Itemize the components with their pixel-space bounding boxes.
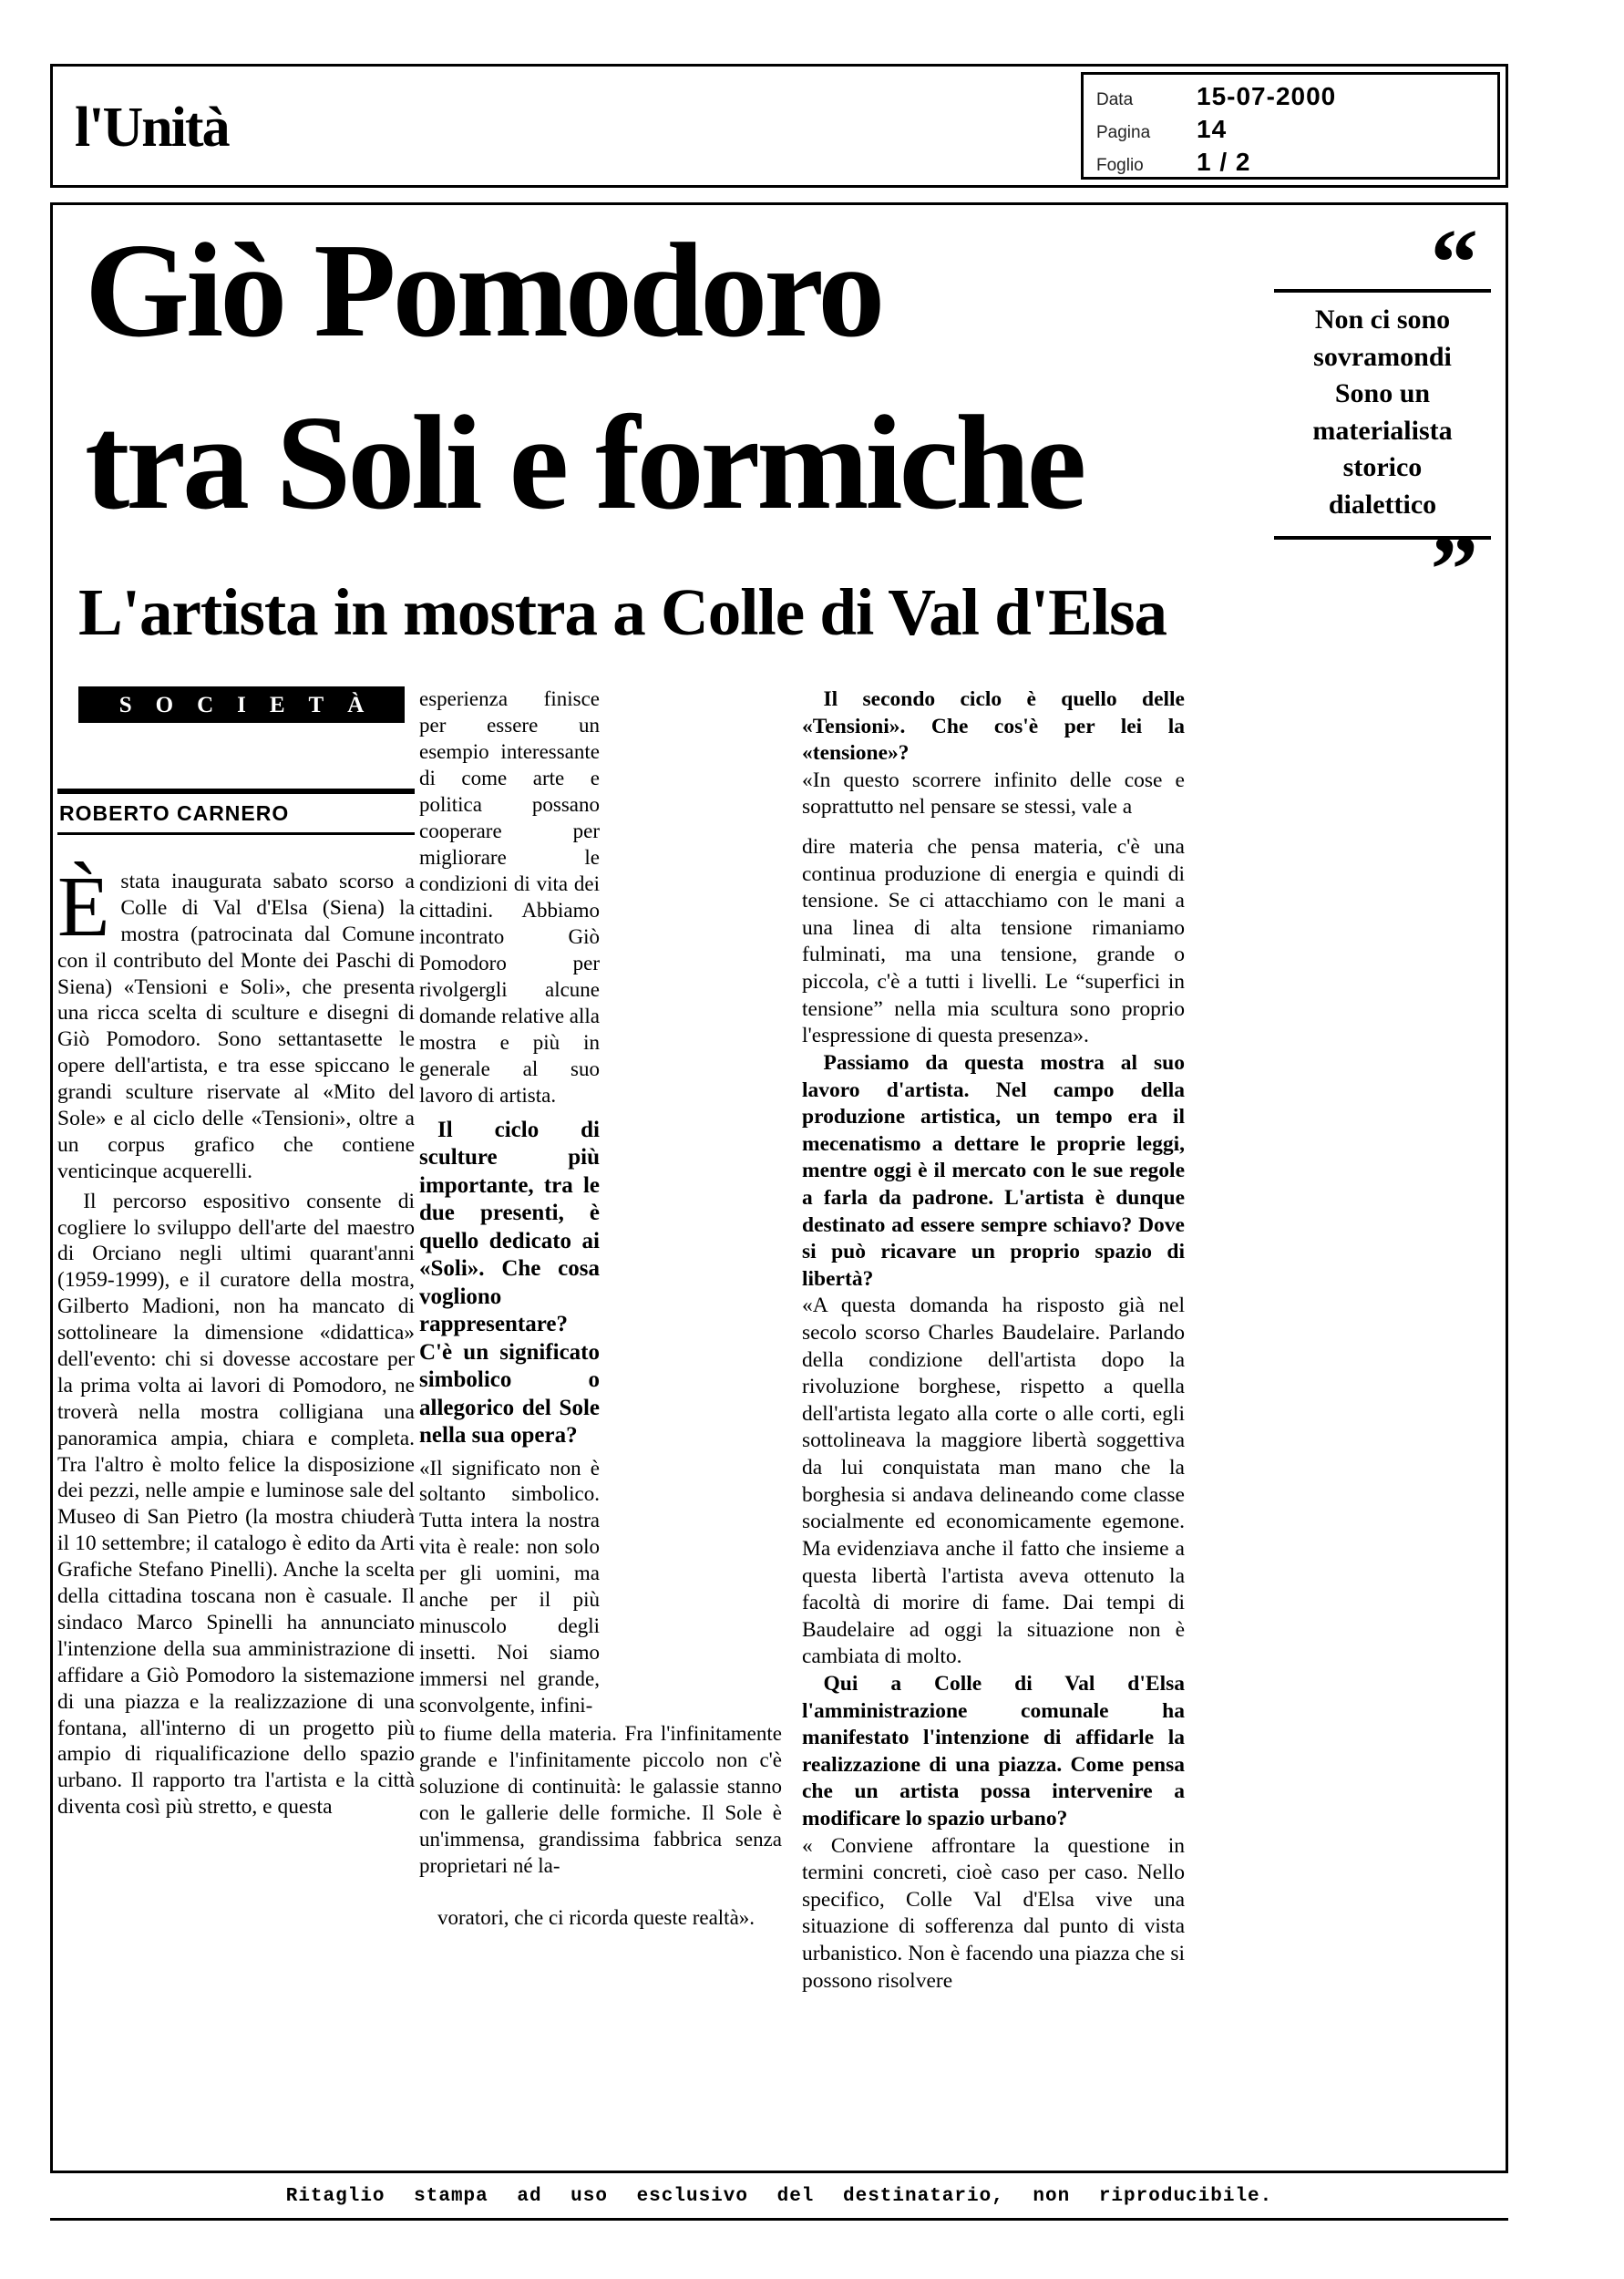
date-value: 15-07-2000 bbox=[1197, 82, 1337, 110]
article-column-1 bbox=[57, 860, 415, 1820]
section-label: SOCIETÀ bbox=[78, 686, 405, 723]
interview-question: Qui a Colle di Val d'Elsa l'amministrazione comunale ha manifestato l'intenzione di affidarle la realizzazione di una piazza. Come pensa che un artista possa intervenire a modificare lo spazio urbano? bbox=[802, 1671, 1185, 1830]
interview-question: Il secondo ciclo è quello delle «Tensioni». Che cos'è per lei la «tensione»? bbox=[802, 687, 1185, 766]
masthead-strip bbox=[50, 64, 1508, 188]
paragraph: esperienza finisce per essere un esempio interessante di come arte e politica possano cooperare per migliorare le condizioni di vita dei cittadini. Abbiamo incontrato Giò Pomodoro per rivolgergli alcune domande relative alla mostra e più in generale al suo lavoro di artista. bbox=[419, 687, 600, 1107]
paragraph: Il percorso espositivo consente di cogliere lo sviluppo dell'arte del maestro di Orciano negli ultimi quarant'anni (1959-1999), e il curatore della mostra, Gilberto Madioni, non ha mancato di sottolineare la dimensione «didattica» dell'evento: chi si dovesse accostare per la prima volta ai lavori di Pomodoro, ne troverà nella mostra colligiana una panoramica ampia, chiara e completa. Tra l'altro è molto felice la disposizione dei pezzi, nelle ampie e luminose sale del Museo di San Pietro (la mostra chiuderà il 10 settembre; il catalogo è edito da Arti Grafiche Stefano Pinelli). Anche la scelta della cittadina toscana non è casuale. Il sindaco Marco Spinelli ha annunciato l'intenzione della sua amministrazione di affidare a Giò Pomodoro la sistemazione di una piazza e la realizzazione di una fontana, all'interno di un progetto più ampio di riqualificazione dello spazio urbano. Il rapporto tra l'artista e la città diventa così più stretto, e questa bbox=[57, 1189, 415, 1820]
interview-question: Il ciclo di sculture più importante, tra le due presenti, è quello dedicato ai «Soli». Che cosa vogliono rappresentare? C'è un significato simbolico o allegorico del Sole nella sua opera? bbox=[419, 1117, 600, 1448]
paragraph-text: stata inaugurata sabato scorso a Colle di Val d'Elsa (Siena) la mostra (patrocinata dal Comune con il contributo del Monte dei Paschi di Siena) «Tensioni e Soli», che presenta una ricca scelta di sculture e disegni di Giò Pomodoro. Sono settantasette le opere dell'artista, e tra esse spiccano le grandi sculture riservate al «Mito del Sole» e al ciclo delle «Tensioni», oltre a un corpus grafico che contiene venticinque acquerelli. bbox=[57, 870, 415, 1183]
author-name: ROBERTO CARNERO bbox=[59, 801, 290, 825]
column-2-narrow-block bbox=[419, 686, 600, 1719]
info-row-sheet bbox=[1096, 148, 1485, 177]
clipping-info-box bbox=[1081, 72, 1500, 180]
sheet-value: 1 / 2 bbox=[1197, 148, 1251, 176]
open-quote-icon: “ bbox=[1430, 209, 1478, 315]
byline-block bbox=[57, 789, 415, 835]
pullquote-text: Non ci sono sovramondi Sono un materialista storico dialettico bbox=[1312, 304, 1453, 520]
paragraph bbox=[57, 860, 415, 1185]
article-column-2 bbox=[419, 686, 782, 1932]
info-row-date bbox=[1096, 82, 1485, 111]
page-label: Pagina bbox=[1096, 123, 1151, 142]
article-column-3 bbox=[802, 686, 1185, 1995]
headline-line2: tra Soli e formiche bbox=[85, 388, 1084, 539]
paragraph: «Il significato non è soltanto simbolico. Tutta intera la nostra vita è reale: non solo per gli uomini, ma anche per il più minuscolo degli insetti. Noi siamo immersi nel grande, sconvolgente, infini- bbox=[419, 1456, 600, 1717]
headline-line1: Giò Pomodoro bbox=[85, 216, 882, 366]
sheet-label: Foglio bbox=[1096, 156, 1144, 175]
page-value: 14 bbox=[1197, 115, 1228, 143]
paragraph: to fiume della materia. Fra l'infinitamente grande e l'infinitamente piccolo non c'è soluzione di continuità: le galassie stanno con le gallerie delle formiche. Il Sole è un'immensa, grandissima fabbrica senza proprietari né la- bbox=[419, 1722, 782, 1878]
date-label: Data bbox=[1096, 90, 1134, 109]
close-quote-icon: ” bbox=[1430, 516, 1478, 623]
newspaper-logo: l'Unità bbox=[75, 97, 229, 159]
drop-cap: È bbox=[57, 860, 110, 954]
info-row-page bbox=[1096, 115, 1485, 144]
paragraph: « Conviene affrontare la questione in termini concreti, cioè caso per caso. Nello specifico, Colle Val d'Elsa vive una situazione di sofferenza dal punto di vista urbanistico. Non è facendo una piazza che si possono risolvere bbox=[802, 1833, 1185, 1993]
clipping-footer-disclaimer: Ritaglio stampa ad uso esclusivo del destinatario, non riproducibile. bbox=[50, 2181, 1508, 2221]
main-headline bbox=[85, 205, 1306, 551]
paragraph: «A questa domanda ha risposto già nel secolo scorso Charles Baudelaire. Parlando della condizione dell'artista dopo la rivoluzione borghese, rispetto a quella dell'artista legato alla corte o alle corti, egli sottolineava la maggiore libertà soggettiva da lui conquistata man mano che la borghesia si andava delineando come classe socialmente ed economicamente egemone. Ma evidenziava anche il fatto che insieme a questa libertà l'artista aveva ottenuto la facoltà di morire di fame. Dai tempi di Baudelaire ad oggi la situazione non è cambiata di molto. bbox=[802, 1294, 1185, 1669]
subheadline: L'artista in mostra a Colle di Val d'Elsa bbox=[78, 575, 1167, 649]
interview-question: Passiamo da questa mostra al suo lavoro d'artista. Nel campo della produzione artistica, un tempo era il mecenatismo a dettare le proprie leggi, mentre oggi è il mercato con le sue regole a farla da padrone. L'artista è dunque destinato ad essere sempre schiavo? Dove si può ricavare un proprio spazio di libertà? bbox=[802, 1050, 1185, 1291]
pull-quote bbox=[1274, 209, 1491, 623]
paragraph: dire materia che pensa materia, c'è una continua produzione di energia e quindi di tensione. Se ci attacchiamo con le mani a una linea di alta tensione rimaniamo fulminati, ma una tensione, grande o piccola, c'è a tutti i livelli. Le “superfici in tensione” nella mia scultura sono proprio l'espressione di questa presenza». bbox=[802, 835, 1185, 1048]
paragraph: «In questo scorrere infinito delle cose e soprattutto nel pensare se stessi, vale a bbox=[802, 768, 1185, 820]
paragraph: voratori, che ci ricorda queste realtà». bbox=[437, 1906, 755, 1929]
article-box bbox=[50, 202, 1508, 2173]
